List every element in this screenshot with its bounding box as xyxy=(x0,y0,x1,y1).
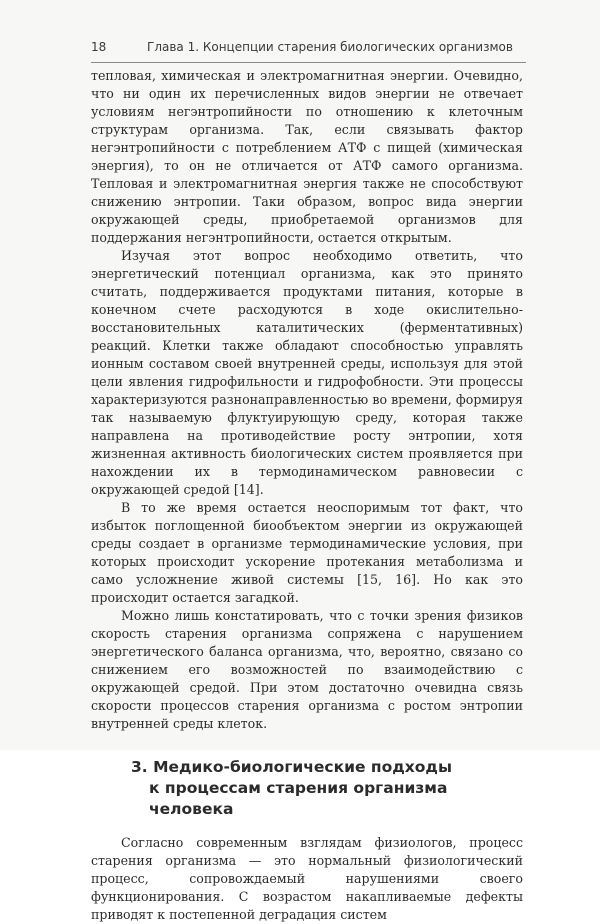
paragraph: В то же время остается неоспоримым тот факт, что избыток поглощенной биообъектом энергии из окружающей среды создает в организме термодинамические условия, при которых происходит ускорение протекания метаболизма и само усложнение живой системы [15, 16]. Но как это происходит остается загадкой. xyxy=(91,500,523,605)
paragraph: Изучая этот вопрос необходимо ответить, что энергетический потенциал организма, как это принято считать, поддерживается продуктами питания, которые в конечном счете расходуются в ходе окислительно-восстановительных каталитических (ферментативных) реакций. Клетки также обладают способностью управлять ионным составом своей внутренней среды, используя для этой цели явления гидрофильности и гидрофобности. Эти процессы характеризуются разнонаправленностью во времени, формируя так называемую флуктуирующую среду, которая также направлена на противодействие росту энтропии, хотя жизненная активность биологических систем проявляется при нахождении их в термодинамическом равновесии с окружающей средой [14]. xyxy=(91,248,523,497)
chapter-title: Глава 1. Концепции старения биологических организмов xyxy=(147,40,513,54)
paragraph: Можно лишь констатировать, что с точки зрения физиков скорость старения организма сопряжена с нарушением энергетического баланса организма, что, вероятно, связано со снижением его возможностей по взаимодействию с окружающей средой. При этом достаточно очевидна связь скорости процессов старения организма с ростом энтропии внутренней среды клеток. xyxy=(91,608,523,731)
header-rule xyxy=(91,62,526,63)
paragraph: Согласно современным взглядам физиологов, процесс старения организма — это нормальный физиологический процесс, сопровождаемый нарушениями своего функционирования. С возрастом накапливаемые дефекты приводят к постепенной деградация систем xyxy=(91,835,523,922)
section-heading-line1: 3. Медико-биологические подходы xyxy=(131,758,452,776)
section-heading xyxy=(91,757,523,820)
paragraph: тепловая, химическая и электромагнитная энергии. Очевидно, что ни один их перечисленных видов энергии не отвечает условиям негэнтропийности по отношению к клеточным структурам организма. Так, если связывать фактор негэнтропийности с потреблением АТФ с пищей (химическая энергия), то он не отличается от АТФ самого организма. Тепловая и электромагнитная энергия также не способствуют снижению энтропии. Таки образом, вопрос вида энергии окружающей среды, приобретаемой организмов для поддержания негэнтропийности, остается открытым. xyxy=(91,68,523,245)
running-header xyxy=(91,40,526,54)
section-heading-line2: к процессам старения организма человека xyxy=(149,779,448,818)
page-body xyxy=(91,67,523,924)
page-number: 18 xyxy=(91,40,107,54)
